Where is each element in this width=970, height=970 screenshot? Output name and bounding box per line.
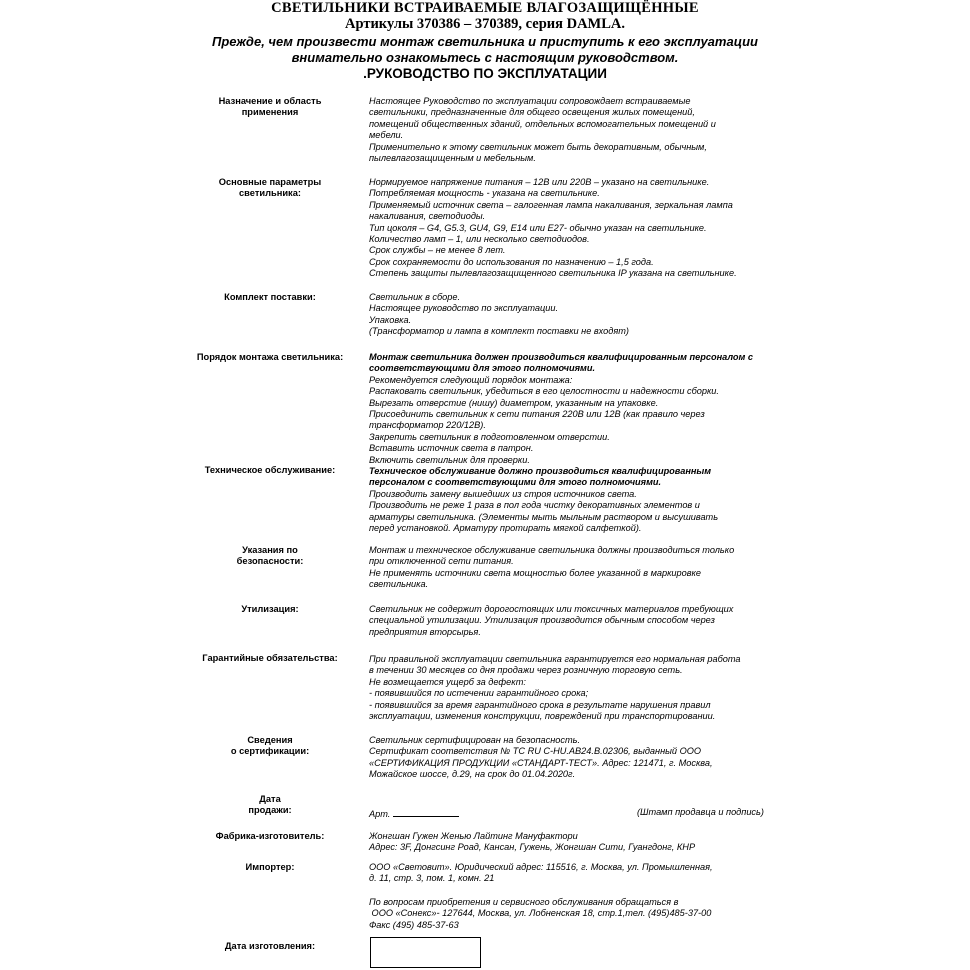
params-text: Нормируемое напряжение питания – 12В или 220В – указано на светильнике. Потребляемая мощность - указана на светильнике. Применяемый источник света – галогенная лампа накаливания, зеркальная лампа накаливания, светодиоды. Тип цоколя – G4, G5.3, GU4, G9, E14 или E27- обычно указан на светильнике. Количество ламп – 1, или несколько светодиодов. Срок службы – не менее 8 лет. Срок сохраняемости до использования по назначению – 1,5 года. Степень защиты пылевлагозащищенного светильника IP указана на светильнике. <box>369 177 737 279</box>
certification-label: Сведения о сертификации: <box>230 735 310 757</box>
article-label: Арт. <box>369 809 391 819</box>
importer-text: ООО «Световит». Юридический адрес: 115516, г. Москва, ул. Промышленная, д. 11, стр. 3, пом. 1, комн. 21 <box>369 862 713 884</box>
intro-warning-line-1: Прежде, чем произвести монтаж светильника и приступить к его эксплуатации <box>212 34 758 49</box>
kit-text: Светильник в сборе. Настоящее руководство по эксплуатации. Упаковка. (Трансформатор и лампа в комплект поставки не входят) <box>369 292 629 337</box>
disposal-label: Утилизация: <box>241 604 299 614</box>
params-label: Основные параметры светильника: <box>218 177 322 199</box>
manual-heading: .РУКОВОДСТВО ПО ЭКСПЛУАТАЦИИ <box>363 66 607 81</box>
manufacturer-label: Фабрика-изготовитель: <box>215 831 325 841</box>
maintenance-text: Техническое обслуживание должно производиться квалифицированным персоналом с соответствующими для этого полномочиями. Производить замену вышедших из строя источников света. Производить не реже 1 раза в пол года чистку декоративных элементов и арматуры светильника. (Элементы мыть мыльным раствором и высушивать перед установкой. Арматуру протирать мягкой салфеткой). <box>369 466 719 534</box>
intro-warning-line-2: внимательно ознакомьтесь с настоящим руководством. <box>291 50 679 65</box>
safety-label: Указания по безопасности: <box>236 545 304 567</box>
kit-label: Комплект поставки: <box>224 292 316 302</box>
mounting-text: Монтаж светильника должен производиться квалифицированным персоналом с соответствующими для этого полномочиями. Рекомендуется следующий порядок монтажа: Распаковать светильник, убедиться в его целостности и надежности сборки. Вырезать отверстие (нишу) диаметром, указанным на упаковке. Присоединить светильник к сети питания 220В или 12В (как правило через трансформатор 220/12В). Закрепить светильник в подготовленном отверстии. Вставить источник света в патрон. Включить светильник для проверки. <box>369 352 754 465</box>
article-blank-line <box>393 807 459 817</box>
safety-text: Монтаж и техническое обслуживание светильника должны производиться только при отключенной сети питания. Не применять источники света мощностью более указанной в маркировке светильника. <box>369 545 735 590</box>
warranty-label: Гарантийные обязательства: <box>202 653 338 663</box>
disposal-text: Светильник не содержит дорогостоящих или токсичных материалов требующих специальной утилизации. Утилизация производится обычным способом через предприятия вторсырья. <box>369 604 734 637</box>
purpose-label: Назначение и область применения <box>218 96 322 118</box>
mounting-label: Порядок монтажа светильника: <box>196 352 344 362</box>
manufacture-date-box[interactable] <box>370 937 481 968</box>
certification-text: Светильник сертифицирован на безопасность. Сертификат соответствия № TC RU C-HU.AB24.B.02306, выданный ООО «СЕРТИФИКАЦИЯ ПРОДУКЦИИ «СТАНДАРТ-ТЕСТ». Адрес: 121471, г. Москва, Можайское шоссе, д.29, на срок до 01.04.2020г. <box>369 735 713 780</box>
sale-date-label: Дата продажи: <box>248 794 292 816</box>
manufacture-date-label: Дата изготовления: <box>224 941 316 951</box>
maintenance-label: Техническое обслуживание: <box>204 465 336 475</box>
warranty-text: При правильной эксплуатации светильника гарантируется его нормальная работа в течении 30 месяцев со дня продажи через розничную торговую сеть. Не возмещается ущерб за дефект: - появившийся по истечении гарантийного срока; - появившийся за время гарантийного срока в результате нарушения правил эксплуатации, изменения конструкции, повреждений при транспортировании. <box>369 654 741 722</box>
purpose-text: Настоящее Руководство по эксплуатации сопровождает встраиваемые светильники, предназначенные для общего освещения жилых помещений, помещений общественных зданий, отдельных вспомогательных помещений и мебели. Применительно к этому светильник может быть декоративным, обычным, пылевлагозащищенным и мебельным. <box>369 96 716 164</box>
importer-label: Импортер: <box>245 862 295 872</box>
document-title: СВЕТИЛЬНИКИ ВСТРАИВАЕМЫЕ ВЛАГОЗАЩИЩЁННЫЕ <box>271 0 699 16</box>
seller-stamp-note: (Штамп продавца и подпись) <box>637 807 764 817</box>
service-contact-text: По вопросам приобретения и сервисного обслуживания обращаться в ООО «Сонекс»- 127644, Москва, ул. Лобненская 18, стр.1,тел. (495)485-37-00 Факс (495) 485-37-63 <box>369 897 712 930</box>
article-numbers: Артикулы 370386 – 370389, серия DAMLA. <box>344 16 626 32</box>
manufacturer-text: Жонгшан Гужен Женью Лайтинг Мануфактори Адрес: 3F, Донгсинг Роад, Кансан, Гужень, Жонгшан Сити, Гуангдонг, КНР <box>369 831 696 853</box>
